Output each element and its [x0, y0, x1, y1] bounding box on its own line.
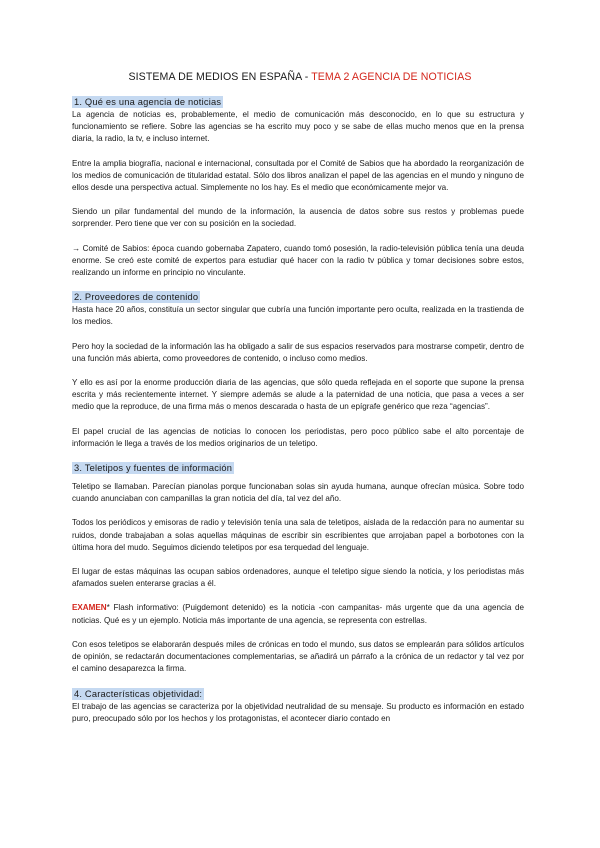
section-4-heading: 4. Características objetividad:	[74, 688, 203, 699]
paragraph: Todos los periódicos y emisoras de radio y televisión tenía una sala de teletipos, aislada de la redacción para no aumentar su ruidos, donde trabajaban a solas aquellas máquinas de escribir sin escribientes que arrojaban papel a borbotones con la última hora del mudo. Seguimos diciendo teletipos por esa terquedad del lenguaje.	[72, 518, 524, 552]
paragraph: Hasta hace 20 años, constituía un sector singular que cubría una función importante pero oculta, realizada en la trastienda de los medios.	[72, 305, 524, 327]
paragraph: Con esos teletipos se elaborarán después miles de crónicas en todo el mundo, sus datos se emplearán para sólidos artículos de opinión, se redactarán documentaciones complementarias, se añadirá un párrafo a la crónica de un redactor y tal vez por el camino desaparezca la firma.	[72, 639, 524, 674]
document-body	[72, 96, 524, 725]
paragraph	[72, 602, 524, 626]
paragraph: Entre la amplia biografía, nacional e internacional, consultada por el Comité de Sabios que ha abordado la reorganización de los medios de comunicación de titularidad estatal. Sólo dos libros analizan el papel de las agencias en el mundo y ninguno de ellos desde una perspectiva actual. Simplemente no los hay. Es el medio que económicamente mejor va.	[72, 158, 524, 193]
title-main: SISTEMA DE MEDIOS EN ESPAÑA -	[128, 71, 312, 83]
exam-label: EXAMEN	[72, 603, 107, 613]
paragraph: Y ello es así por la enorme producción diaria de las agencias, que sólo queda reflejada en el soporte que supone la prensa escrita y más recientemente internet. Y siempre además se alude a la paternidad de una noticia, que pasa a veces a ser medio que la reproduce, de una firma más o menos descarada o hasta de un epígrafe genérico que reza “agencias”.	[72, 378, 524, 412]
paragraph: Siendo un pilar fundamental del mundo de la información, la ausencia de datos sobre sus restos y problemas puede sorprender. Pero tiene que ver con su posición en la sociedad.	[72, 207, 524, 229]
section-2-heading: 2. Proveedores de contenido	[74, 292, 199, 303]
paragraph: El papel crucial de las agencias de noticias lo conocen los periodistas, pero poco público sabe el alto porcentaje de información le llega a través de los medios originarios de un teletipo.	[72, 426, 524, 448]
section-3-heading: 3. Teletipos y fuentes de información	[74, 463, 233, 474]
paragraph: Teletipo se llamaban. Parecían pianolas porque funcionaban solas sin ayuda humana, aunque ofrecían música. Sobre todo cuando anunciaban con campanillas la gran noticia del día, tal vez del año.	[72, 482, 524, 504]
paragraph: El lugar de estas máquinas las ocupan sabios ordenadores, aunque el teletipo sigue siendo la noticia, y los periodistas más afamados suelen enterarse gracias a él.	[72, 567, 524, 589]
paragraph: Pero hoy la sociedad de la información las ha obligado a salir de sus espacios reservados para mostrarse competir, dentro de una función más abierta, como proveedores de contenido, o incluso como medios.	[72, 341, 524, 363]
document-title	[0, 71, 600, 83]
paragraph: La agencia de noticias es, probablemente, el medio de comunicación más desconocido, en lo que su estructura y funcionamiento se refiere. Sobre las agencias se ha escrito muy poco y se sabe de ellas mucho menos que en la prensa diaria, la radio, la tv, e incluso internet.	[72, 110, 524, 144]
paragraph: → Comité de Sabios: época cuando gobernaba Zapatero, cuando tomó posesión, la radio-televisión pública tenía una deuda enorme. Se creó este comité de expertos para estudiar qué hacer con la radio tv pública y tomar decisiones sobre estos, realizando un informe en principio no vinculante.	[72, 243, 524, 278]
title-topic: TEMA 2 AGENCIA DE NOTICIAS	[311, 71, 472, 83]
exam-text: * Flash informativo: (Puigdemont detenido) es la noticia -con campanitas- más urgente que da una agencia de noticias. Qué es y un ejemplo. Noticia más importante de una agencia, se representa con estrellas.	[72, 603, 524, 625]
section-1-heading: 1. Qué es una agencia de noticias	[74, 97, 222, 107]
paragraph: El trabajo de las agencias se caracteriza por la objetividad neutralidad de su mensaje. Su producto es información en estado puro, preocupado sólo por los hechos y los protagonistas, el acontecer diario contado en	[72, 701, 524, 723]
